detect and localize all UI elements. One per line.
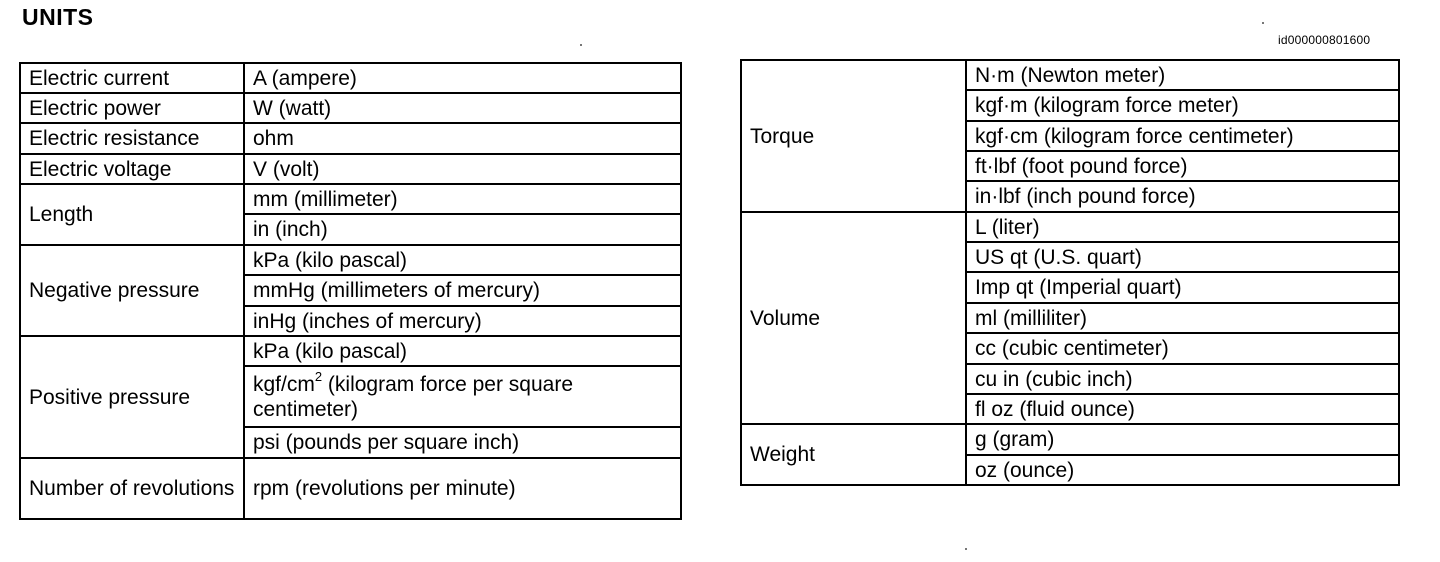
unit-cell: oz (ounce) — [966, 455, 1399, 485]
units-table-right — [740, 59, 1400, 486]
table-row — [741, 212, 1399, 242]
quantity-label: Length — [20, 184, 244, 245]
unit-cell: US qt (U.S. quart) — [966, 242, 1399, 272]
unit-cell: Imp qt (Imperial quart) — [966, 272, 1399, 303]
unit-cell — [244, 366, 681, 427]
table-row — [20, 63, 681, 93]
quantity-label: Electric voltage — [20, 154, 244, 184]
unit-cell: cc (cubic centimeter) — [966, 333, 1399, 364]
page-title: UNITS — [22, 4, 94, 30]
document-id: id000000801600 — [1278, 33, 1371, 47]
table-row — [20, 123, 681, 154]
unit-cell: in·lbf (inch pound force) — [966, 181, 1399, 212]
quantity-label: Torque — [741, 60, 966, 212]
quantity-label: Positive pressure — [20, 336, 244, 458]
quantity-label: Electric current — [20, 63, 244, 93]
quantity-label: Electric power — [20, 93, 244, 123]
units-table-left — [19, 62, 682, 520]
unit-cell: kPa (kilo pascal) — [244, 336, 681, 366]
unit-cell: ohm — [244, 123, 681, 154]
unit-cell: W (watt) — [244, 93, 681, 123]
unit-kgf-description: (kilogram force per square centimeter) — [253, 372, 574, 421]
table-row — [20, 154, 681, 184]
unit-cell: L (liter) — [966, 212, 1399, 242]
table-row — [20, 245, 681, 275]
table-row — [20, 93, 681, 123]
table-row — [741, 60, 1399, 90]
unit-cell: inHg (inches of mercury) — [244, 306, 681, 336]
unit-cell: N·m (Newton meter) — [966, 60, 1399, 90]
table-row — [20, 336, 681, 366]
quantity-label: Negative pressure — [20, 245, 244, 336]
quantity-label: Volume — [741, 212, 966, 424]
unit-cell: g (gram) — [966, 424, 1399, 455]
quantity-label: Number of revolutions — [20, 458, 244, 519]
unit-superscript: 2 — [314, 368, 323, 384]
table-row — [20, 458, 681, 519]
unit-cell: kgf·m (kilogram force meter) — [966, 90, 1399, 121]
unit-cell: cu in (cubic inch) — [966, 364, 1399, 394]
unit-cell: in (inch) — [244, 214, 681, 245]
unit-cell: fl oz (fluid ounce) — [966, 394, 1399, 424]
scan-speck — [1262, 22, 1264, 24]
unit-cell: kgf·cm (kilogram force centimeter) — [966, 121, 1399, 151]
unit-cell: mm (millimeter) — [244, 184, 681, 214]
table-row — [741, 424, 1399, 455]
scan-speck — [965, 548, 967, 550]
quantity-label: Weight — [741, 424, 966, 485]
unit-cell: mmHg (millimeters of mercury) — [244, 275, 681, 306]
scan-speck — [580, 44, 582, 46]
unit-kgf-prefix: kgf/cm — [253, 372, 315, 396]
unit-cell: A (ampere) — [244, 63, 681, 93]
unit-cell: ft·lbf (foot pound force) — [966, 151, 1399, 181]
unit-cell: V (volt) — [244, 154, 681, 184]
table-row — [20, 184, 681, 214]
unit-cell: kPa (kilo pascal) — [244, 245, 681, 275]
unit-cell: rpm (revolutions per minute) — [244, 458, 681, 519]
unit-cell: psi (pounds per square inch) — [244, 427, 681, 458]
quantity-label: Electric resistance — [20, 123, 244, 154]
unit-cell: ml (milliliter) — [966, 303, 1399, 333]
